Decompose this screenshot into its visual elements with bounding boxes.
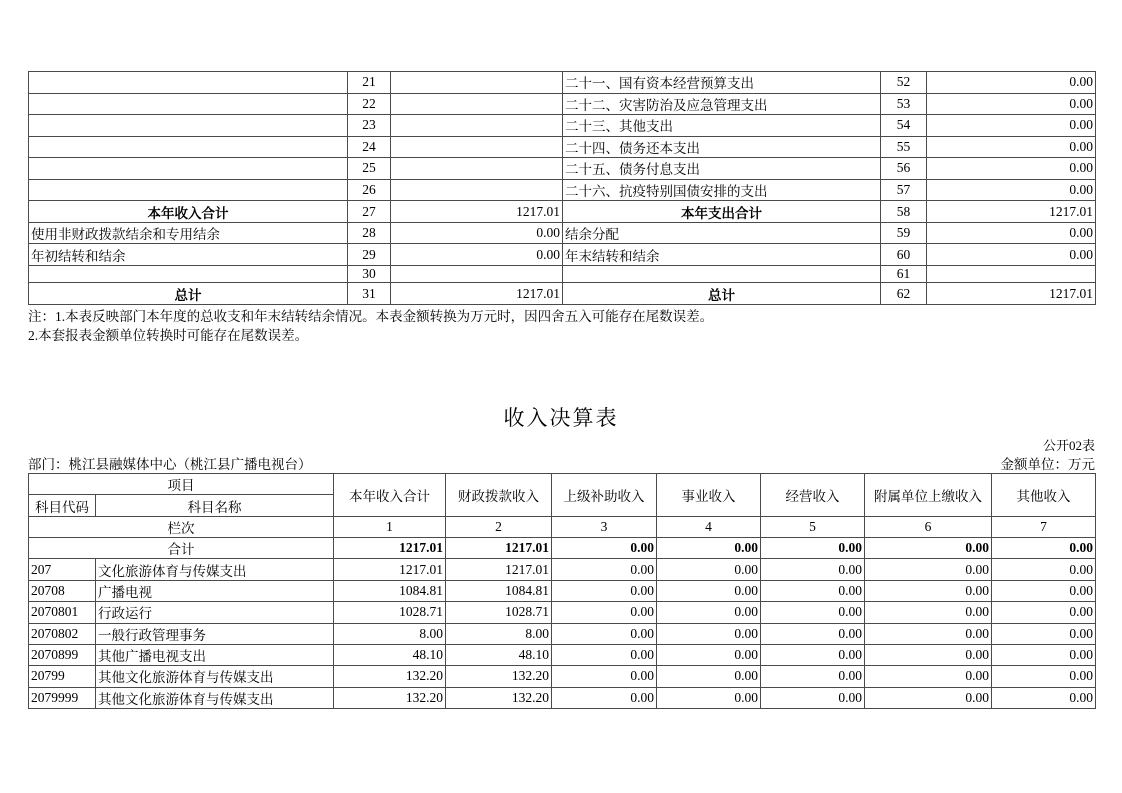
amount-cell: 0.00 <box>552 538 657 559</box>
income-row <box>29 580 1096 601</box>
col-header-business: 经营收入 <box>761 474 865 517</box>
department-label: 部门：桃江县融媒体中心（桃江县广播电视台） <box>28 457 312 472</box>
right-item-cell <box>563 265 881 282</box>
income-table <box>28 473 1096 709</box>
amount-cell: 0.00 <box>992 666 1096 687</box>
left-line-no-cell: 28 <box>348 222 391 244</box>
amount-cell: 0.00 <box>552 559 657 580</box>
page-title: 收入决算表 <box>503 406 619 430</box>
note-line-1: 注：1.本表反映部门本年度的总收支和年末结转结余情况。本表金额转换为万元时，因四舍五入可能存在尾数误差。 <box>28 309 714 324</box>
right-item-cell: 二十六、抗疫特别国债安排的支出 <box>563 179 881 201</box>
amount-cell: 1084.81 <box>446 580 552 601</box>
right-amount-cell: 0.00 <box>927 136 1096 158</box>
income-total-row <box>29 538 1096 559</box>
col-num-cell: 4 <box>657 516 761 537</box>
col-num-cell: 6 <box>865 516 992 537</box>
amount-cell: 0.00 <box>761 580 865 601</box>
left-item-cell <box>29 179 348 201</box>
income-row <box>29 644 1096 665</box>
right-line-no-cell: 54 <box>881 115 927 137</box>
amount-cell: 0.00 <box>865 538 992 559</box>
income-row <box>29 687 1096 708</box>
left-amount-cell <box>391 72 563 94</box>
notes <box>28 307 713 345</box>
summary-row <box>29 179 1096 201</box>
unit-label: 金额单位：万元 <box>1000 457 1095 472</box>
right-amount-cell <box>927 265 1096 282</box>
amount-cell: 0.00 <box>657 580 761 601</box>
left-item-cell: 年初结转和结余 <box>29 244 348 266</box>
summary-row <box>29 136 1096 158</box>
amount-cell: 0.00 <box>761 687 865 708</box>
amount-cell: 0.00 <box>761 602 865 623</box>
amount-cell: 1217.01 <box>334 538 446 559</box>
income-row <box>29 602 1096 623</box>
subject-name-cell: 广播电视 <box>96 580 334 601</box>
amount-cell: 0.00 <box>657 687 761 708</box>
right-item-cell: 结余分配 <box>563 222 881 244</box>
amount-cell: 0.00 <box>552 580 657 601</box>
amount-cell: 0.00 <box>865 644 992 665</box>
amount-cell: 132.20 <box>334 666 446 687</box>
amount-cell: 0.00 <box>865 602 992 623</box>
col-header-operation: 事业收入 <box>657 474 761 517</box>
col-num-cell: 3 <box>552 516 657 537</box>
left-line-no-cell: 22 <box>348 93 391 115</box>
amount-cell: 0.00 <box>865 559 992 580</box>
summary-row <box>29 244 1096 266</box>
left-line-no-cell: 31 <box>348 283 391 305</box>
form-number-label: 公开02表 <box>1042 438 1095 453</box>
summary-row <box>29 222 1096 244</box>
right-item-cell: 年末结转和结余 <box>563 244 881 266</box>
summary-row <box>29 93 1096 115</box>
right-amount-cell: 1217.01 <box>927 201 1096 223</box>
summary-row <box>29 72 1096 94</box>
col-num-cell: 2 <box>446 516 552 537</box>
subject-code-cell: 2070801 <box>29 602 96 623</box>
amount-cell: 0.00 <box>552 644 657 665</box>
col-num-cell: 1 <box>334 516 446 537</box>
left-line-no-cell: 30 <box>348 265 391 282</box>
col-header-other: 其他收入 <box>992 474 1096 517</box>
amount-cell: 8.00 <box>334 623 446 644</box>
amount-cell: 0.00 <box>552 666 657 687</box>
amount-cell: 0.00 <box>865 687 992 708</box>
summary-row <box>29 158 1096 180</box>
lanci-label-cell: 栏次 <box>29 516 334 537</box>
amount-cell: 0.00 <box>992 623 1096 644</box>
amount-cell: 0.00 <box>657 623 761 644</box>
total-label-cell: 合计 <box>29 538 334 559</box>
right-item-cell: 总计 <box>563 283 881 305</box>
amount-cell: 0.00 <box>761 538 865 559</box>
amount-cell: 0.00 <box>865 666 992 687</box>
col-num-cell: 5 <box>761 516 865 537</box>
right-line-no-cell: 57 <box>881 179 927 201</box>
amount-cell: 0.00 <box>992 644 1096 665</box>
subject-name-cell: 其他文化旅游体育与传媒支出 <box>96 687 334 708</box>
left-line-no-cell: 24 <box>348 136 391 158</box>
amount-cell: 0.00 <box>865 623 992 644</box>
note-line-2: 2.本套报表金额单位转换时可能存在尾数误差。 <box>28 328 309 343</box>
col-header-total: 本年收入合计 <box>334 474 446 517</box>
amount-cell: 8.00 <box>446 623 552 644</box>
amount-cell: 0.00 <box>992 559 1096 580</box>
amount-cell: 0.00 <box>657 666 761 687</box>
amount-cell: 0.00 <box>761 559 865 580</box>
left-amount-cell: 0.00 <box>391 244 563 266</box>
left-line-no-cell: 27 <box>348 201 391 223</box>
income-row <box>29 623 1096 644</box>
amount-cell: 0.00 <box>552 687 657 708</box>
income-row <box>29 559 1096 580</box>
col-num-cell: 7 <box>992 516 1096 537</box>
left-item-cell: 使用非财政拨款结余和专用结余 <box>29 222 348 244</box>
amount-cell: 0.00 <box>657 644 761 665</box>
subject-code-cell: 207 <box>29 559 96 580</box>
amount-cell: 1217.01 <box>446 538 552 559</box>
amount-cell: 1084.81 <box>334 580 446 601</box>
right-item-cell: 二十三、其他支出 <box>563 115 881 137</box>
amount-cell: 1217.01 <box>334 559 446 580</box>
left-item-cell: 总计 <box>29 283 348 305</box>
subject-code-cell: 20708 <box>29 580 96 601</box>
right-line-no-cell: 56 <box>881 158 927 180</box>
subject-name-cell: 一般行政管理事务 <box>96 623 334 644</box>
amount-cell: 1028.71 <box>334 602 446 623</box>
amount-cell: 48.10 <box>446 644 552 665</box>
left-item-cell <box>29 265 348 282</box>
left-amount-cell: 1217.01 <box>391 201 563 223</box>
amount-cell: 132.20 <box>334 687 446 708</box>
subject-code-cell: 2079999 <box>29 687 96 708</box>
left-line-no-cell: 29 <box>348 244 391 266</box>
col-header-subsidy: 上级补助收入 <box>552 474 657 517</box>
amount-cell: 0.00 <box>552 602 657 623</box>
amount-cell: 132.20 <box>446 687 552 708</box>
right-amount-cell: 0.00 <box>927 115 1096 137</box>
project-header: 项目 <box>29 474 334 495</box>
left-item-cell <box>29 136 348 158</box>
summary-table <box>28 71 1096 305</box>
amount-cell: 0.00 <box>657 538 761 559</box>
left-item-cell <box>29 158 348 180</box>
summary-total-row <box>29 201 1096 223</box>
amount-cell: 48.10 <box>334 644 446 665</box>
right-amount-cell: 1217.01 <box>927 283 1096 305</box>
summary-grandtotal-row <box>29 283 1096 305</box>
right-item-cell: 本年支出合计 <box>563 201 881 223</box>
subject-name-cell: 其他广播电视支出 <box>96 644 334 665</box>
amount-cell: 1217.01 <box>446 559 552 580</box>
amount-cell: 0.00 <box>657 602 761 623</box>
left-line-no-cell: 21 <box>348 72 391 94</box>
left-item-cell <box>29 93 348 115</box>
amount-cell: 0.00 <box>992 538 1096 559</box>
left-amount-cell: 0.00 <box>391 222 563 244</box>
left-line-no-cell: 23 <box>348 115 391 137</box>
left-amount-cell <box>391 115 563 137</box>
subject-name-cell: 行政运行 <box>96 602 334 623</box>
left-item-cell: 本年收入合计 <box>29 201 348 223</box>
amount-cell: 0.00 <box>992 687 1096 708</box>
right-amount-cell: 0.00 <box>927 93 1096 115</box>
amount-cell: 0.00 <box>761 666 865 687</box>
amount-cell: 0.00 <box>761 623 865 644</box>
amount-cell: 0.00 <box>657 559 761 580</box>
left-line-no-cell: 26 <box>348 179 391 201</box>
subject-code-cell: 20799 <box>29 666 96 687</box>
left-amount-cell <box>391 158 563 180</box>
left-amount-cell: 1217.01 <box>391 283 563 305</box>
right-amount-cell: 0.00 <box>927 222 1096 244</box>
table-meta-row <box>28 453 1095 473</box>
income-row <box>29 666 1096 687</box>
right-amount-cell: 0.00 <box>927 72 1096 94</box>
subject-name-cell: 其他文化旅游体育与传媒支出 <box>96 666 334 687</box>
left-item-cell <box>29 72 348 94</box>
right-item-cell: 二十一、国有资本经营预算支出 <box>563 72 881 94</box>
amount-cell: 132.20 <box>446 666 552 687</box>
amount-cell: 0.00 <box>761 644 865 665</box>
right-line-no-cell: 61 <box>881 265 927 282</box>
right-item-cell: 二十二、灾害防治及应急管理支出 <box>563 93 881 115</box>
left-amount-cell <box>391 93 563 115</box>
income-header-row <box>29 474 1096 495</box>
right-item-cell: 二十四、债务还本支出 <box>563 136 881 158</box>
amount-cell: 0.00 <box>552 623 657 644</box>
left-line-no-cell: 25 <box>348 158 391 180</box>
right-line-no-cell: 62 <box>881 283 927 305</box>
subject-code-cell: 2070802 <box>29 623 96 644</box>
right-amount-cell: 0.00 <box>927 179 1096 201</box>
amount-cell: 0.00 <box>992 580 1096 601</box>
right-amount-cell: 0.00 <box>927 158 1096 180</box>
amount-cell: 0.00 <box>865 580 992 601</box>
right-line-no-cell: 58 <box>881 201 927 223</box>
left-amount-cell <box>391 179 563 201</box>
column-index-row <box>29 516 1096 537</box>
summary-row <box>29 115 1096 137</box>
subject-name-cell: 文化旅游体育与传媒支出 <box>96 559 334 580</box>
right-line-no-cell: 53 <box>881 93 927 115</box>
col-header-affiliate: 附属单位上缴收入 <box>865 474 992 517</box>
left-amount-cell <box>391 136 563 158</box>
amount-cell: 1028.71 <box>446 602 552 623</box>
right-line-no-cell: 52 <box>881 72 927 94</box>
right-amount-cell: 0.00 <box>927 244 1096 266</box>
summary-row <box>29 265 1096 282</box>
right-line-no-cell: 55 <box>881 136 927 158</box>
name-header: 科目名称 <box>96 495 334 516</box>
right-line-no-cell: 60 <box>881 244 927 266</box>
right-line-no-cell: 59 <box>881 222 927 244</box>
code-header: 科目代码 <box>29 495 96 516</box>
subject-code-cell: 2070899 <box>29 644 96 665</box>
amount-cell: 0.00 <box>992 602 1096 623</box>
col-header-fiscal: 财政拨款收入 <box>446 474 552 517</box>
left-item-cell <box>29 115 348 137</box>
right-item-cell: 二十五、债务付息支出 <box>563 158 881 180</box>
left-amount-cell <box>391 265 563 282</box>
